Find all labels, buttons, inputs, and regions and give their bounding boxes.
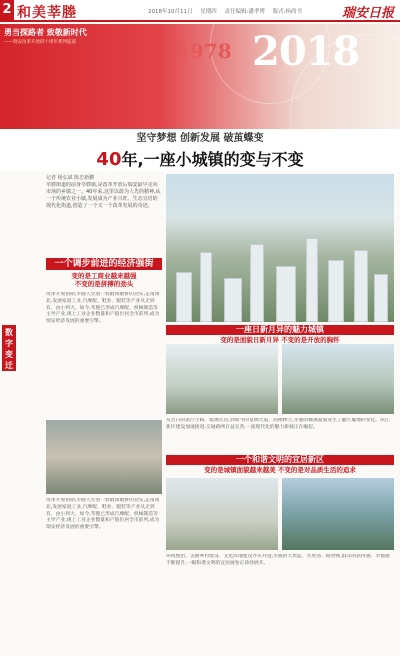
banner-tag: 勇当探路者 致敬新时代 bbox=[4, 28, 87, 37]
building bbox=[306, 238, 318, 322]
byline: 记者 杨弘斌 陈忠新鹏 bbox=[46, 175, 95, 181]
issue-weekday: 星期四 bbox=[200, 9, 217, 15]
page-number: 2 bbox=[0, 0, 14, 20]
section-2-subtitle: 变的是面貌日新月异 不变的是开放的胸怀 bbox=[220, 336, 340, 344]
lake-photo bbox=[282, 478, 394, 550]
section-1-body-continued: 改革开放初期,莘塍人凭着一股敢闯敢拼的劲头,走南闯北,发展家庭工业,汽摩配、鞋业、服装等产业从无到有、由小到大。如今,莘塍已形成汽摩配、机械制造等主导产业,规上工业企业数量和产值位居全市前列,成为瑞安经济发展的重要引擎。 bbox=[46, 498, 160, 531]
river-photo bbox=[282, 344, 394, 414]
street-photo bbox=[46, 420, 162, 494]
section-2-body: 从昔日的泥泞小路、低矮瓦房,到如今的宽阔大道、高楼林立,莘塍的城镇面貌发生了翻天覆地的变化。滨江新区建设加速推进,交通路网日益完善,一座现代化的魅力新城正在崛起。 bbox=[166, 418, 390, 430]
building bbox=[354, 250, 368, 322]
section-1-body: 改革开放初期,莘塍人凭着一股敢闯敢拼的劲头,走南闯北,发展家庭工业,汽摩配、鞋业、服装等产业从无到有、由小到大。如今,莘塍已形成汽摩配、机械制造等主导产业,规上工业企业数量和产值位居全市前列,成为瑞安经济发展的重要引擎。 bbox=[46, 292, 160, 325]
park-photo bbox=[166, 478, 278, 550]
lead-paragraph: 莘塍街道的前身莘塍镇,是改革开放后瑞安最早走向市场的乡镇之一。40年来,这里以敢为人先的精神,从一个传统农业小镇,发展成为产业兴旺、生态宜居的现代化街道,创造了一个又一个改革发展的奇迹。 bbox=[46, 182, 161, 209]
page-headline bbox=[0, 149, 400, 171]
issue-layout: 版式:杨尚书 bbox=[272, 9, 302, 15]
building bbox=[200, 252, 212, 322]
sidebar-label: 数字变迁 bbox=[2, 325, 16, 371]
building bbox=[224, 278, 242, 322]
building bbox=[374, 274, 388, 322]
building bbox=[276, 266, 296, 322]
issue-editor: 责任编辑:潘孝博 bbox=[224, 9, 265, 15]
city-photo bbox=[166, 344, 278, 414]
headline-text: 年,一座小城镇的变与不变 bbox=[121, 150, 304, 169]
section-3-title: 一个和谐文明的宜居新区 bbox=[166, 455, 394, 465]
section-1-title: 一个调步前进的经济强街 bbox=[46, 258, 162, 270]
banner-subtitle: ——瑞安改革开放四十周年系列报道 bbox=[4, 40, 76, 45]
headline-number: 40 bbox=[96, 149, 122, 170]
feature-banner bbox=[0, 24, 400, 129]
building bbox=[176, 272, 192, 322]
section-name: 和美莘塍 bbox=[17, 5, 77, 21]
paper-logo: 瑞安日报 bbox=[341, 6, 394, 21]
slogan: 坚守梦想 创新发展 破茧蝶变 bbox=[0, 129, 400, 149]
issue-date: 2018年10月11日 bbox=[148, 9, 193, 15]
masthead bbox=[0, 0, 400, 22]
building bbox=[328, 260, 344, 322]
building bbox=[250, 244, 264, 322]
section-2-title: 一座日新月异的魅力城镇 bbox=[166, 325, 394, 335]
aerial-town-photo bbox=[166, 174, 394, 322]
section-1-subtitle: 变的是工商业越来越强 不变的是拼搏的劲头 bbox=[71, 272, 137, 288]
year-end: 2018 bbox=[252, 28, 360, 75]
issue-info bbox=[148, 7, 308, 15]
year-start: 1978 bbox=[176, 39, 232, 63]
section-3-body: 环境整治、美丽乡村建设、文化阵地建设齐头并进,莘塍的天更蓝、水更清、路更畅,群众的获得感、幸福感不断提升,一幅和谐文明的宜居画卷正徐徐展开。 bbox=[166, 554, 390, 566]
section-3-subtitle: 变的是城镇面貌越来越美 不变的是对品质生活的追求 bbox=[204, 466, 356, 474]
